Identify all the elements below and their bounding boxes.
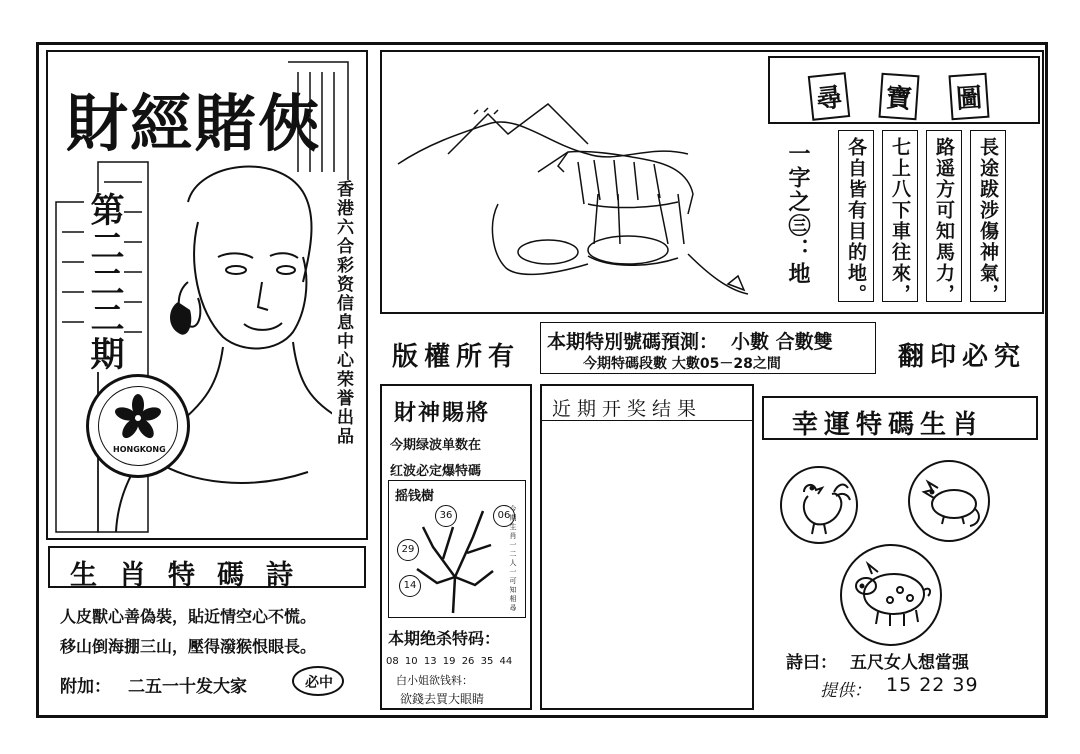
verse-column-4 xyxy=(838,130,874,305)
left-panel xyxy=(46,50,368,540)
rooster-icon xyxy=(782,468,856,542)
side-clue: 一字之㊂：地 xyxy=(785,142,810,286)
range-text: 今期特碼段數 大數05－28之間 xyxy=(583,356,781,372)
hongkong-emblem xyxy=(86,374,190,478)
issue-number: 第二二二期 xyxy=(84,192,124,372)
zodiac-poem-text: 五尺女人想當强 xyxy=(850,653,969,673)
verse-1: 長途跋涉傷神氣， xyxy=(977,137,999,305)
treasure-map-panel xyxy=(380,50,1044,314)
treasure-map-title-2: 寶 xyxy=(878,73,919,121)
zodiac-heading-box xyxy=(762,396,1038,440)
zodiac-rooster-icon xyxy=(780,466,858,544)
wealth-box xyxy=(380,384,532,710)
emblem-label: HONGKONG xyxy=(113,445,166,454)
wealth-line-1: 今期绿波单数在 xyxy=(390,438,482,453)
results-divider xyxy=(542,420,752,421)
page-title: 財經賭俠 xyxy=(66,87,323,160)
kill-number: 19 xyxy=(442,656,456,667)
pig-icon xyxy=(842,546,940,644)
extra-text: 二五一十发大家 xyxy=(128,677,247,697)
zodiac-provide-label: 提供： xyxy=(820,681,871,701)
prediction-value: 小數 合數雙 xyxy=(731,331,833,353)
extra-label: 附加： xyxy=(60,677,111,697)
kill-heading: 本期绝杀特码： xyxy=(388,629,501,648)
treasure-map-title-3: 圖 xyxy=(948,73,989,121)
verse-column-1 xyxy=(970,130,1006,305)
treasure-map-title-1: 尋 xyxy=(808,72,851,121)
treasure-map-title-box xyxy=(768,56,1040,124)
copyright-seal: 版權所有 xyxy=(392,342,521,372)
zodiac-provide-numbers: 15 22 39 xyxy=(886,674,979,696)
tree-side-text: 今期生肖一二人一可知相尋 xyxy=(509,505,517,613)
verse-column-3 xyxy=(882,130,918,305)
zodiac-heading: 幸運特碼生肖 xyxy=(792,410,985,440)
kill-number: 35 xyxy=(480,656,494,667)
stamp-badge xyxy=(292,666,344,696)
results-panel xyxy=(540,384,754,710)
kill-number: 44 xyxy=(499,656,513,667)
kill-number: 10 xyxy=(404,656,418,667)
no-reprint-seal: 翻印必究 xyxy=(898,342,1027,372)
vertical-slogan: 香港六合彩资信息中心荣誉出品 xyxy=(333,180,353,446)
tree-number-4: 14 xyxy=(399,575,421,597)
bauhinia-flower-icon xyxy=(113,393,163,443)
poem-line-2: 移山倒海掤三山，壓得潑猴恨眼長。 xyxy=(60,637,317,656)
kill-number: 08 xyxy=(386,656,399,667)
verse-column-2 xyxy=(926,130,962,305)
stamp-text: 必中 xyxy=(305,675,333,691)
money-tree-label: 摇钱樹 xyxy=(395,489,435,504)
kill-numbers xyxy=(386,656,512,667)
poem-heading-box xyxy=(48,546,366,591)
tree-number-2: 06 xyxy=(493,505,515,527)
wealth-footer-1: 白小姐欲钱料： xyxy=(396,674,473,687)
verse-4: 各自皆有目的地。 xyxy=(845,137,867,305)
poem-heading: 生肖特碼詩 xyxy=(70,560,315,591)
horse-illustration xyxy=(388,54,768,314)
results-heading: 近期开奖结果 xyxy=(552,398,703,420)
wealth-footer-2: 欲錢去買大眼睛 xyxy=(400,692,485,706)
wealth-title: 財神賜將 xyxy=(394,400,491,426)
verse-3: 七上八下車往來， xyxy=(889,137,911,305)
zodiac-pig-icon xyxy=(840,544,942,646)
money-tree-box xyxy=(388,480,526,618)
prediction-box xyxy=(540,322,876,374)
poem-line-1: 人皮獸心善偽裝，貼近情空心不慌。 xyxy=(60,607,317,626)
zodiac-rat-icon xyxy=(908,460,990,542)
verse-2: 路遥方可知馬力， xyxy=(933,137,955,305)
wealth-line-2: 红波必定爆特碼 xyxy=(390,464,482,479)
prediction-label: 本期特別號碼預測： xyxy=(547,331,719,353)
kill-number: 26 xyxy=(461,656,475,667)
rat-icon xyxy=(910,462,988,540)
kill-number: 13 xyxy=(423,656,437,667)
zodiac-poem-label: 詩曰： xyxy=(786,653,837,673)
tree-number-3: 29 xyxy=(397,539,419,561)
tree-number-1: 36 xyxy=(435,505,457,527)
